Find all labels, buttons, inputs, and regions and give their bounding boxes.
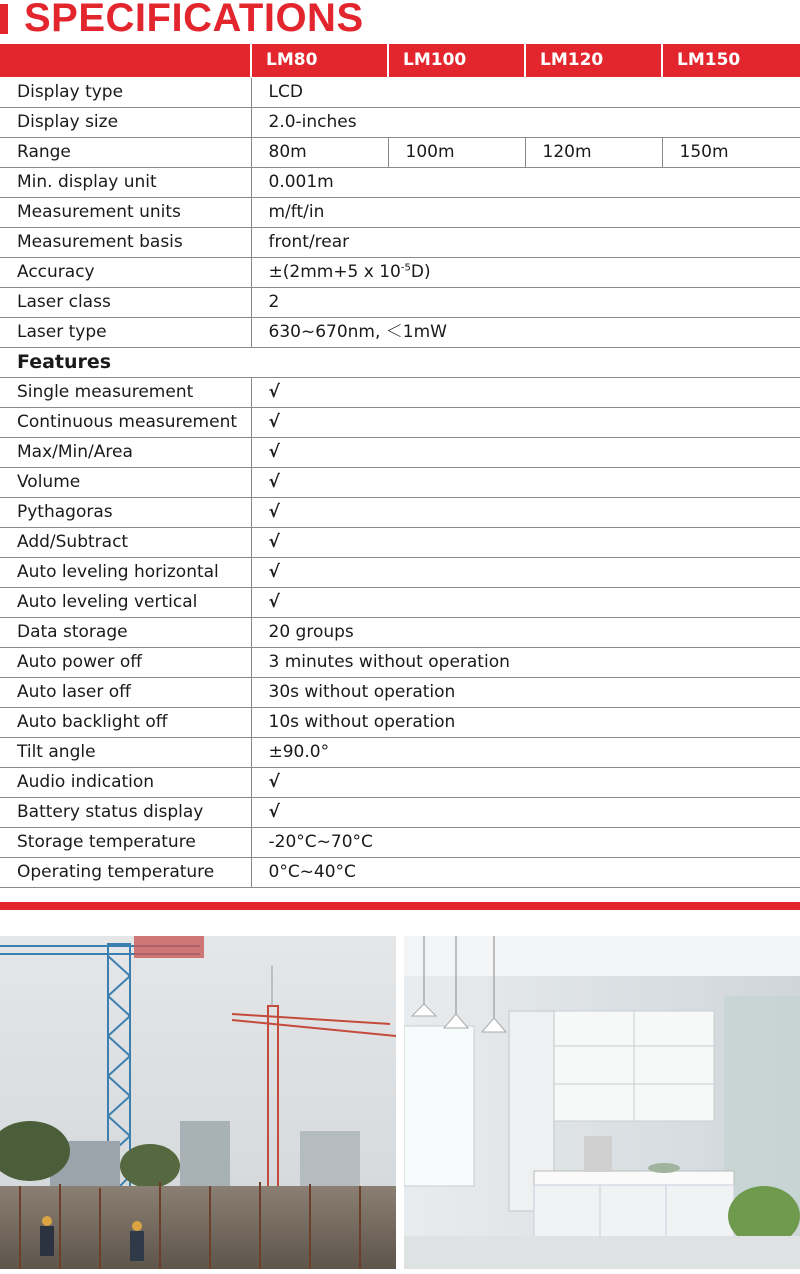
spec-value: LCD — [251, 78, 800, 108]
feature-row-continuous-measurement — [0, 408, 800, 438]
check-mark-icon: √ — [251, 378, 800, 408]
model-header-lm100: LM100 — [388, 44, 525, 78]
feature-label: Auto laser off — [0, 678, 251, 708]
check-mark-icon: √ — [251, 468, 800, 498]
spec-value: 2 — [251, 288, 800, 318]
feature-row-add-subtract — [0, 528, 800, 558]
check-mark-icon: √ — [251, 528, 800, 558]
model-header-lm120: LM120 — [525, 44, 662, 78]
construction-site-illustration — [0, 936, 396, 1269]
feature-row-auto-power-off — [0, 648, 800, 678]
features-section-row — [0, 348, 800, 378]
feature-label: Storage temperature — [0, 828, 251, 858]
spec-value-lm150: 150m — [662, 138, 800, 168]
spec-label: Range — [0, 138, 251, 168]
check-mark-icon: √ — [251, 768, 800, 798]
spec-value: 630~670nm, ＜1mW — [251, 318, 800, 348]
feature-value: 20 groups — [251, 618, 800, 648]
model-header-lm150: LM150 — [662, 44, 800, 78]
check-mark-icon: √ — [251, 438, 800, 468]
features-heading: Features — [0, 348, 800, 378]
feature-label: Audio indication — [0, 768, 251, 798]
feature-row-data-storage — [0, 618, 800, 648]
feature-label: Continuous measurement — [0, 408, 251, 438]
spec-row-range — [0, 138, 800, 168]
spec-value-lm100: 100m — [388, 138, 525, 168]
spec-table — [0, 43, 800, 888]
feature-label: Auto leveling vertical — [0, 588, 251, 618]
spec-label: Laser type — [0, 318, 251, 348]
header-corner-cell — [0, 44, 251, 78]
kitchen-interior-photo — [404, 936, 800, 1269]
check-mark-icon: √ — [251, 588, 800, 618]
feature-label: Tilt angle — [0, 738, 251, 768]
feature-label: Auto leveling horizontal — [0, 558, 251, 588]
feature-label: Volume — [0, 468, 251, 498]
accuracy-suffix: D) — [410, 262, 431, 282]
bottom-accent-rule — [0, 902, 800, 910]
spec-row-display-size — [0, 108, 800, 138]
feature-label: Battery status display — [0, 798, 251, 828]
feature-row-audio-indication — [0, 768, 800, 798]
feature-row-battery-status-display — [0, 798, 800, 828]
spec-label: Measurement basis — [0, 228, 251, 258]
feature-value: 3 minutes without operation — [251, 648, 800, 678]
feature-row-pythagoras — [0, 498, 800, 528]
spec-value-lm80: 80m — [251, 138, 388, 168]
feature-label: Auto power off — [0, 648, 251, 678]
feature-value: ±90.0° — [251, 738, 800, 768]
feature-label: Max/Min/Area — [0, 438, 251, 468]
feature-row-storage-temperature — [0, 828, 800, 858]
spec-label: Display size — [0, 108, 251, 138]
feature-row-single-measurement — [0, 378, 800, 408]
spec-row-measurement-units — [0, 198, 800, 228]
check-mark-icon: √ — [251, 558, 800, 588]
spec-row-accuracy — [0, 258, 800, 288]
spec-row-min-display-unit — [0, 168, 800, 198]
construction-site-photo — [0, 936, 396, 1269]
feature-value: 0°C~40°C — [251, 858, 800, 888]
feature-label: Single measurement — [0, 378, 251, 408]
model-header-lm80: LM80 — [251, 44, 388, 78]
feature-row-auto-leveling-horizontal — [0, 558, 800, 588]
feature-label: Add/Subtract — [0, 528, 251, 558]
kitchen-interior-illustration — [404, 936, 800, 1269]
spec-row-measurement-basis — [0, 228, 800, 258]
title-bar — [0, 0, 800, 42]
feature-label: Data storage — [0, 618, 251, 648]
spec-label: Min. display unit — [0, 168, 251, 198]
feature-label: Operating temperature — [0, 858, 251, 888]
spec-value: 0.001m — [251, 168, 800, 198]
feature-row-volume — [0, 468, 800, 498]
spec-value: front/rear — [251, 228, 800, 258]
spec-row-display-type — [0, 78, 800, 108]
model-header-row — [0, 44, 800, 78]
feature-row-auto-leveling-vertical — [0, 588, 800, 618]
spec-label: Laser class — [0, 288, 251, 318]
feature-value: -20°C~70°C — [251, 828, 800, 858]
spec-value: m/ft/in — [251, 198, 800, 228]
feature-label: Auto backlight off — [0, 708, 251, 738]
spec-label: Display type — [0, 78, 251, 108]
spec-label: Measurement units — [0, 198, 251, 228]
check-mark-icon: √ — [251, 798, 800, 828]
spec-value: 2.0-inches — [251, 108, 800, 138]
feature-row-operating-temperature — [0, 858, 800, 888]
spec-row-laser-class — [0, 288, 800, 318]
page-title: SPECIFICATIONS — [24, 0, 364, 40]
feature-row-tilt-angle — [0, 738, 800, 768]
spec-value-lm120: 120m — [525, 138, 662, 168]
feature-row-auto-backlight-off — [0, 708, 800, 738]
accuracy-exponent: -5 — [400, 262, 411, 274]
feature-row-max-min-area — [0, 438, 800, 468]
accuracy-base: ±(2mm+5 x 10 — [268, 262, 401, 282]
check-mark-icon: √ — [251, 498, 800, 528]
title-accent-mark — [0, 4, 8, 34]
feature-row-auto-laser-off — [0, 678, 800, 708]
spec-value — [251, 258, 800, 288]
spec-label: Accuracy — [0, 258, 251, 288]
feature-value: 10s without operation — [251, 708, 800, 738]
check-mark-icon: √ — [251, 408, 800, 438]
spec-row-laser-type — [0, 318, 800, 348]
feature-label: Pythagoras — [0, 498, 251, 528]
feature-value: 30s without operation — [251, 678, 800, 708]
